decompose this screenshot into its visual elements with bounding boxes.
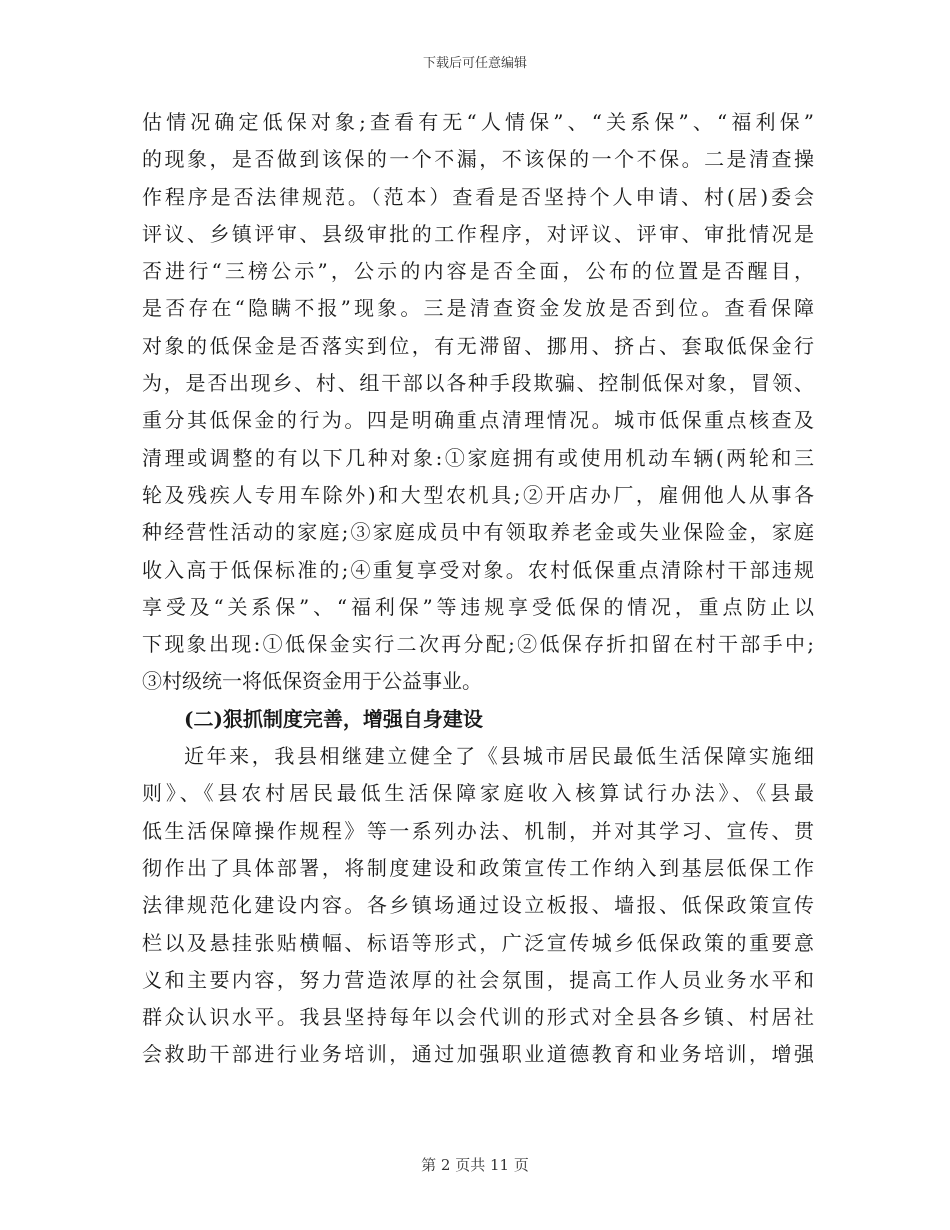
text-line: 低生活保障操作规程》等一系列办法、机制，并对其学习、宣传、贯 [142, 818, 814, 843]
paragraph-1 [142, 104, 814, 701]
text-line: 义和主要内容，努力营造浓厚的社会氛围，提高工作人员业务水平和 [142, 967, 814, 992]
text-line: 下现象出现:①低保金实行二次再分配;②低保存折扣留在村干部手中; [142, 632, 814, 657]
text-line: 群众认识水平。我县坚持每年以会代训的形式对全县各乡镇、村居社 [142, 1005, 814, 1030]
text-line: 收入高于低保标准的;④重复享受对象。农村低保重点清除村干部违规 [142, 557, 814, 582]
text-line: 为，是否出现乡、村、组干部以各种手段欺骗、控制低保对象，冒领、 [142, 371, 814, 396]
document-body [142, 104, 814, 1074]
text-line: 则》、《县农村居民最低生活保障家庭收入核算试行办法》、《县最 [142, 781, 814, 806]
text-line: 种经营性活动的家庭;③家庭成员中有领取养老金或失业保险金，家庭 [142, 520, 814, 545]
text-line: 法律规范化建设内容。各乡镇场通过设立板报、墙报、低保政策宣传 [142, 893, 814, 918]
text-line: 会救助干部进行业务培训，通过加强职业道德教育和业务培训，增强 [142, 1042, 814, 1067]
text-line: 轮及残疾人专用车除外)和大型农机具;②开店办厂，雇佣他人从事各 [142, 482, 814, 507]
text-line: 评议、乡镇评审、县级审批的工作程序，对评议、评审、审批情况是 [142, 221, 814, 246]
section-heading: (二)狠抓制度完善，增强自身建设 [184, 706, 483, 731]
text-line: 享受及“关系保”、“福利保”等违规享受低保的情况，重点防止以 [142, 594, 814, 619]
text-line: 的现象，是否做到该保的一个不漏，不该保的一个不保。二是清查操 [142, 147, 814, 172]
text-line: ③村级统一将低保资金用于公益事业。 [142, 669, 482, 694]
text-line: 重分其低保金的行为。四是明确重点清理情况。城市低保重点核查及 [142, 408, 814, 433]
text-line: 作程序是否法律规范。（范本）查看是否坚持个人申请、村(居)委会 [142, 184, 814, 209]
text-line: 是否存在“隐瞒不报”现象。三是清查资金发放是否到位。查看保障 [142, 296, 814, 321]
page-header: 下载后可任意编辑 [422, 56, 527, 71]
page-footer: 第 2 页共 11 页 [421, 1156, 529, 1174]
paragraph-2 [142, 738, 814, 1074]
text-line: 对象的低保金是否落实到位，有无滞留、挪用、挤占、套取低保金行 [142, 333, 814, 358]
text-line: 清理或调整的有以下几种对象:①家庭拥有或使用机动车辆(两轮和三 [142, 445, 814, 470]
text-line: 估情况确定低保对象;查看有无“人情保”、“关系保”、“福利保” [142, 110, 814, 134]
text-line: 彻作出了具体部署，将制度建设和政策宣传工作纳入到基层低保工作 [142, 855, 814, 880]
text-line: 近年来，我县相继建立健全了《县城市居民最低生活保障实施细 [184, 744, 814, 769]
text-line: 否进行“三榜公示”，公示的内容是否全面，公布的位置是否醒目， [142, 259, 814, 284]
text-line: 栏以及悬挂张贴横幅、标语等形式，广泛宣传城乡低保政策的重要意 [142, 930, 814, 955]
